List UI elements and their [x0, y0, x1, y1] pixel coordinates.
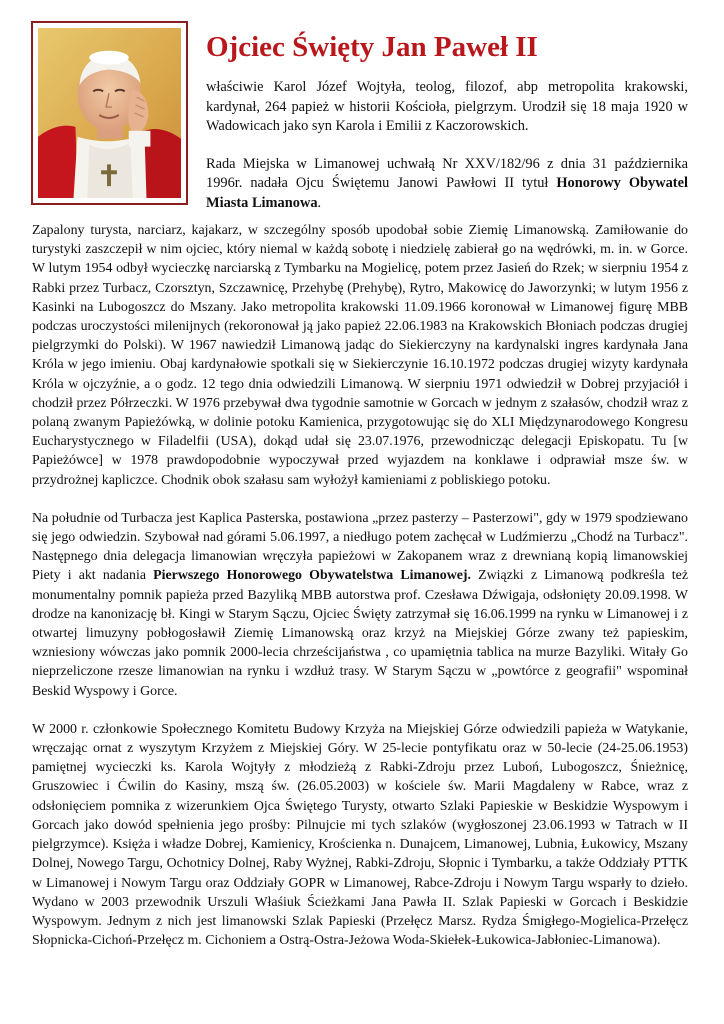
honorary-title-bold: Honorowy Obywatel Miasta Limanowa — [206, 175, 688, 211]
portrait-frame — [31, 21, 188, 205]
article-body — [32, 221, 688, 969]
intro-section — [206, 78, 688, 213]
intro-text-end: . — [317, 194, 322, 211]
first-honorary-citizenship-bold: Pierwszego Honorowego Obywatelstwa Limanowej. — [153, 568, 472, 584]
intro-paragraph-biography: właściwie Karol Józef Wojtyła, teolog, filozof, abp metropolita krakowski, kardynał, 264 papież w historii Kościoła, pielgrzym. Urodził się 18 maja 1920 w Wadowicach jako syn Karola i Emilii z Kaczorowskich. — [206, 79, 688, 134]
page-title: Ojciec Święty Jan Paweł II — [206, 31, 538, 63]
body-paragraph-turbacz — [32, 509, 688, 701]
intro-paragraph-honorary-citizen — [206, 155, 688, 214]
pope-portrait-image — [38, 28, 181, 198]
body-text: Na południe od Turbacza jest Kaplica Pasterska, postawiona „przez pasterzy – Pasterzowi", gdy w 1979 spodziewano się jego odwiedzin. Szybował nad górami 5.06.1997, a niedługo potem zachęcał w Ludźmierzu „Chodź na Turbacz". Następnego dnia delegacja limanowian wręczyła papieżowi w Zakopanem wraz z drewnianą kopią limanowskiej Piety i akt nadania — [32, 510, 688, 584]
body-paragraph-tourism: Zapalony turysta, narciarz, kajakarz, w szczególny sposób upodobał sobie Ziemię Limanowską. Zamiłowanie do turystyki zaszczepił w nim ojciec, który niemal w każdą sobotę i niedzielę zabierał go na wędrówki, m. in. w Gorce. W lutym 1954 odbył wycieczkę narciarską z Tymbarku na Mogielicę, potem przez Jasień do Rzek; w sierpniu 1954 z Rabki przez Turbacz, Czorsztyn, Szczawnicę, Przehybę (Prehybę), Rytro, Makowicę do Jaworzynki; w lutym 1956 z Kasinki na Lubogoszcz do Mszany. Jako metropolita krakowski 11.09.1966 koronował w Limanowej figurę MBB podczas uroczystości milenijnych (rekoronował ją jako papież 22.06.1983 na Krakowskich Błoniach podczas drugiej pielgrzymki do Polski). W 1967 nawiedził Limanową jadąc do Siekierczyny na kardynalski ingres kardynała Jana Króla w jego imieniu. Obaj kardynałowie spotkali się w Siekierczynie 16.10.1972 podczas drugiej wizyty kardynała Króla w ojczyźnie, a o godz. 12 tego dnia odwiedzili Limanową. W sierpniu 1971 odwiedził w Dobrej przyjaciół i chodził przez Półrzeczki. W 1976 przebywał dwa tygodnie samotnie w Gorcach w jednym z szałasów, chodził wraz z polaną zwanym Papieżówką, w dolinie potoku Kamienica, przygotowując się do XLI Międzynarodowego Kongresu Eucharystycznego w Filadelfii (USA), dokąd udał się 23.07.1976, przewodnicząc delegacji Episkopatu. Tu [w Papieżówce] w 1978 prawdopodobnie wypoczywał przed wyjazdem na konklawe i odprawiał msze św. w przydrożnej kapliczce. Chodnik obok szałasu sam wyłożył kamieniami z pobliskiego potoku. — [32, 223, 688, 488]
body-text-continued: Związki z Limanową podkreśla też monumentalny pomnik papieża przed Bazyliką MBB autorstwa prof. Czesława Dźwigaja, odsłonięty 20.09.1998. W drodze na kanonizację bł. Kingi w Starym Sączu, Ojciec Święty zatrzymał się 16.06.1999 na rynku w Limanowej i z otwartej limuzyny pobłogosławił Ziemię Limanowską oraz krzyż na Miejskiej Górze zwany też papieskim, wzniesiony wówczas jako pomnik 2000-lecia chrześcijaństwa , co upamiętnia tablica na murze Bazyliki. Witały Go nieprzeliczone rzesze limanowian na rynku i wzdłuż trasy. W Starym Sączu w „powtórce z geografii" wspominał Beskid Wyspowy i Gorce. — [32, 568, 689, 699]
body-paragraph-papal-trails: W 2000 r. członkowie Społecznego Komitetu Budowy Krzyża na Miejskiej Górze odwiedzili papieża w Watykanie, wręczając ornat z wyszytym Krzyżem z Miejskiej Góry. W 25-lecie pontyfikatu oraz w 50-lecie (24-25.06.1953) pamiętnej wycieczki ks. Karola Wojtyły z młodzieżą z Rabki-Zdroju przez Luboń, Lubogoszcz, Śnieżnicę, Gruszowiec i Ćwilin do Kasiny, mszą św. (26.05.2003) w kościele św. Marii Magdaleny w Rabce, wraz z odsłonięciem pomnika z wizerunkiem Ojca Świętego Turysty, otwarto Szlaki Papieskie w Beskidzie Wyspowym i Gorcach jako dowód spełnienia jego prośby: Pilnujcie mi tych szlaków (wygłoszonej 23.06.1993 w Tatrach w II pielgrzymce). Księża i władze Dobrej, Kamienicy, Krościenka n. Dunajcem, Limanowej, Lubnia, Łukowicy, Mszany Dolnej, Nowego Targu, Ochotnicy Dolnej, Raby Wyżnej, Rabki-Zdroju, Słopnic i Tymbarku, a także Oddziały PTTK w Limanowej i Nowym Targu oraz Oddziały GOPR w Limanowej, Rabce-Zdroju i Nowym Targu wsparły to dzieło. Wydano w 2003 przewodnik Urszuli Właśiuk Ścieżkami Jana Pawła II. Szlak Papieski w Gorcach i Beskidzie Wyspowym. Jednym z nich jest limanowski Szlak Papieski (Przełęcz Marsz. Rydza Śmigłego-Mogielica-Przełęcz Słopnicka-Cichoń-Przełęcz m. Cichoniem a Ostrą-Ostra-Jeżowa Woda-Skiełek-Łukowica-Jabłoniec-Limanowa). — [32, 721, 688, 949]
intro-text: Rada Miejska w Limanowej uchwałą Nr XXV/182/96 z dnia 31 października 1996r. nadała Ojcu Świętemu Janowi Pawłowi II tytuł — [206, 155, 688, 191]
